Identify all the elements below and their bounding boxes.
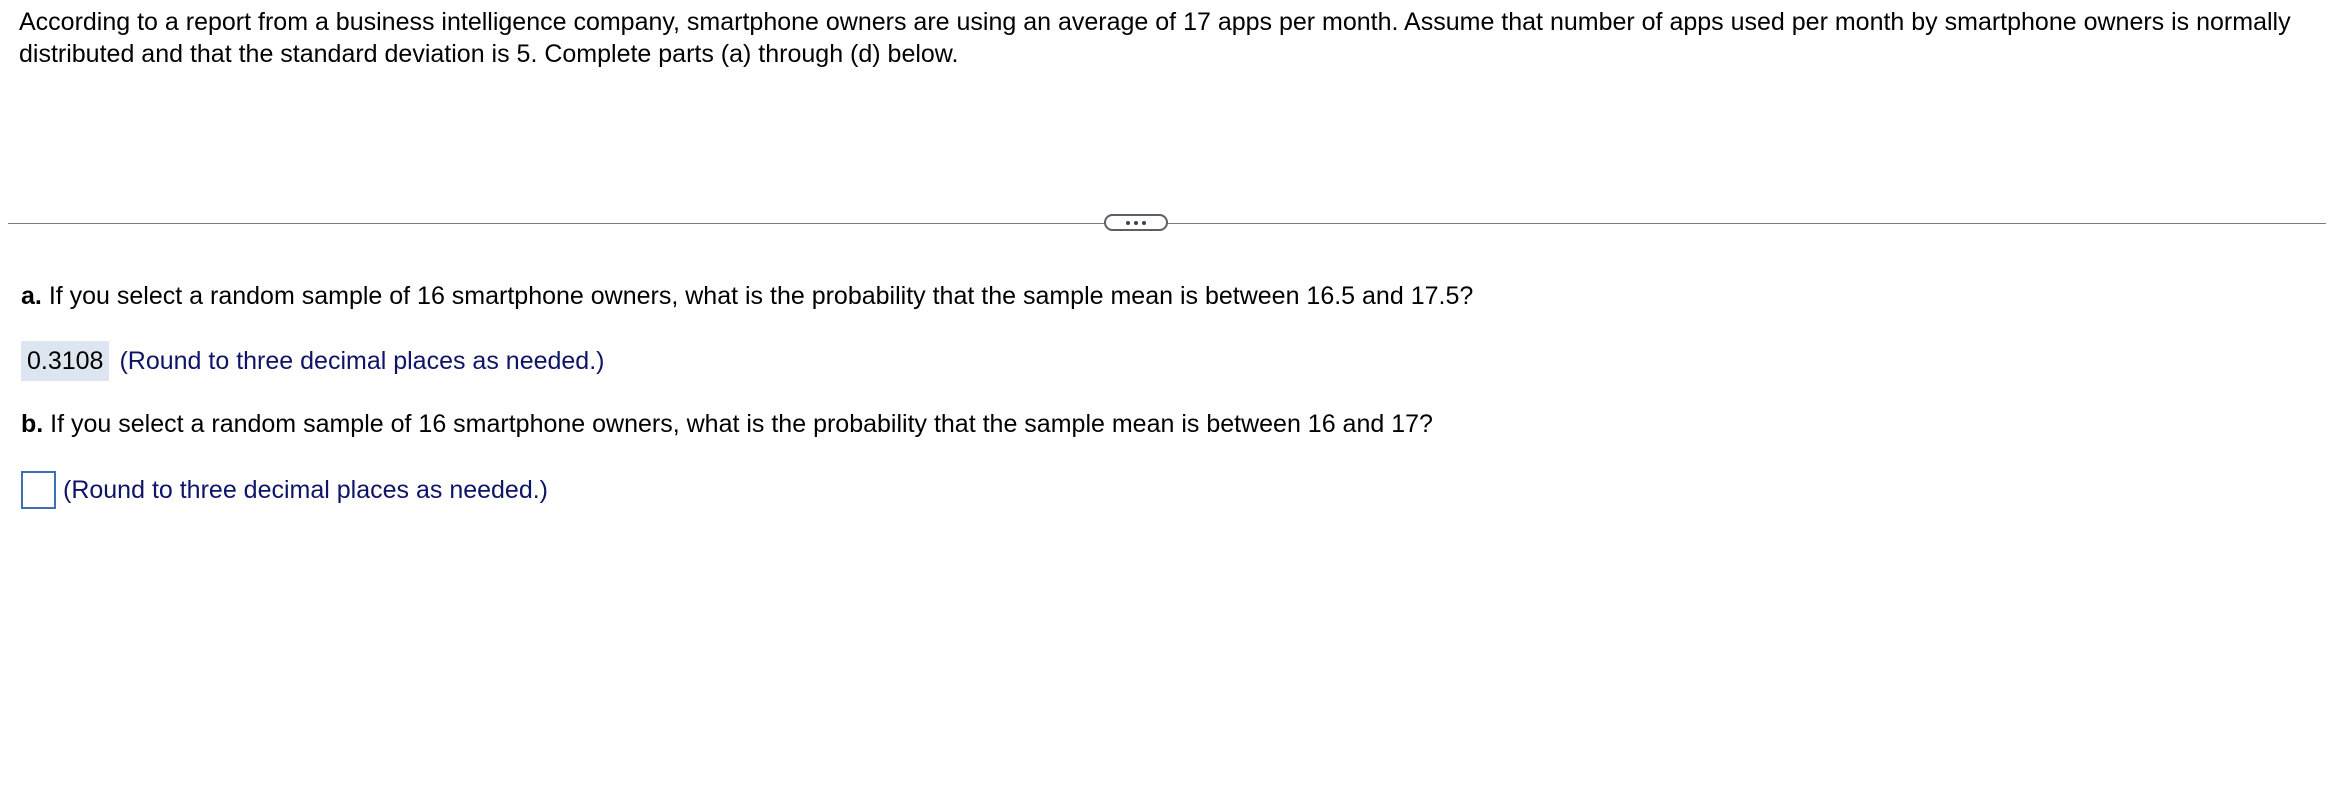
- part-a-label: a.: [21, 282, 42, 310]
- part-a-answer[interactable]: 0.3108: [21, 341, 109, 381]
- ellipsis-icon: [1126, 221, 1130, 225]
- part-b-label: b.: [21, 410, 44, 438]
- part-b-question: [21, 409, 1433, 439]
- part-a-hint: (Round to three decimal places as needed.): [119, 346, 605, 375]
- part-a-question-text: If you select a random sample of 16 smartphone owners, what is the probability that the sample mean is between 16.5 and 17.5?: [48, 282, 1474, 310]
- part-a-question: [21, 281, 1473, 311]
- ellipsis-icon: [1134, 221, 1138, 225]
- part-b-answer-row: [21, 471, 548, 509]
- expand-button[interactable]: [1104, 214, 1168, 231]
- part-a-answer-row: [21, 341, 604, 381]
- problem-intro: According to a report from a business intelligence company, smartphone owners are using an average of 17 apps per month. Assume that number of apps used per month by smartphone owners is normally distributed and that the standard deviation is 5. Complete parts (a) through (d) below.: [19, 8, 2291, 68]
- ellipsis-icon: [1142, 221, 1146, 225]
- part-b-question-text: If you select a random sample of 16 smartphone owners, what is the probability that the sample mean is between 16 and 17?: [50, 410, 1433, 438]
- part-b-hint: (Round to three decimal places as needed.): [63, 475, 549, 504]
- part-b-answer-input[interactable]: [21, 471, 56, 509]
